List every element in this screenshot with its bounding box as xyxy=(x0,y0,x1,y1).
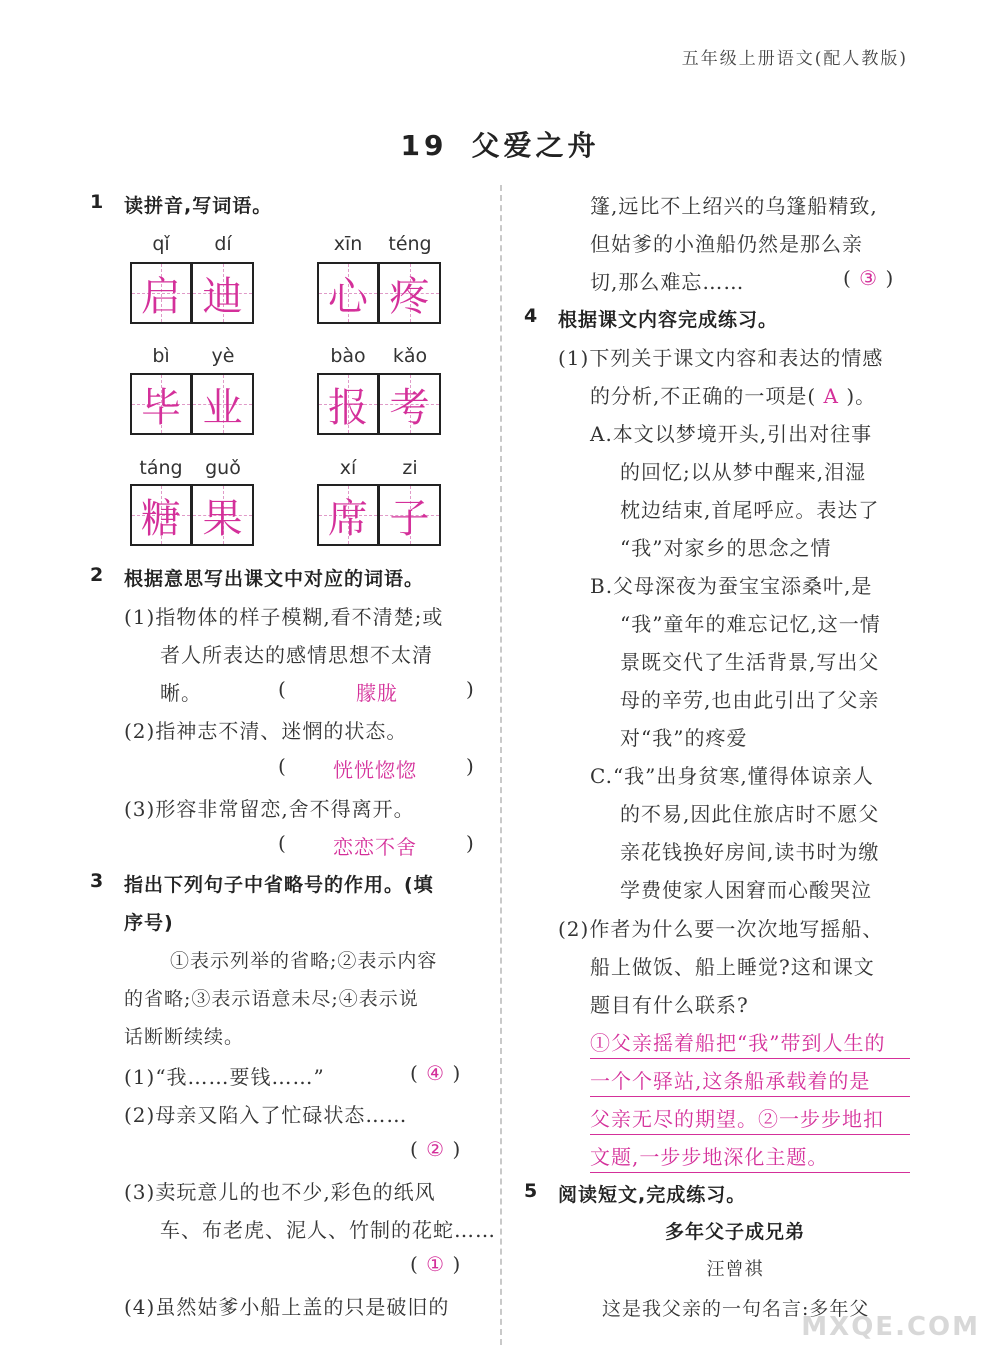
lesson-name: 父爱之舟 xyxy=(471,129,600,162)
q3-options-line1: ①表示列举的省略;②表示内容 xyxy=(170,950,438,972)
q2-item3-answer-row: ( 恋恋不舍 ) xyxy=(278,831,475,859)
q4-sub2-answer-line4: 文题,一步步地深化主题。 xyxy=(590,1141,910,1173)
q4-sub2-answer-line1: ①父亲摇着船把“我”带到人生的 xyxy=(590,1027,910,1059)
book-header: 五年级上册语文(配人教版) xyxy=(681,49,908,69)
q3-item4-text: (4)虽然姑爹小船上盖的只是破旧的 xyxy=(124,1295,450,1319)
tianzige-cell xyxy=(379,373,441,435)
tianzige-cell xyxy=(379,262,441,324)
q4-sub1-answer: A xyxy=(823,384,839,408)
q4-sub2-line2: 船上做饭、船上睡觉?这和课文 xyxy=(590,955,875,979)
pinyin-syllable: téng xyxy=(388,233,432,255)
tianzige-cell xyxy=(192,484,254,546)
tianzige-cell xyxy=(379,484,441,546)
q4-sub2-line3: 题目有什么联系? xyxy=(590,993,749,1017)
q3-item1-answer-row: ( ④ ) xyxy=(410,1061,462,1085)
q4-option-a-line: 枕边结束,首尾呼应。表达了 xyxy=(620,498,880,522)
tianzige-cell xyxy=(317,373,379,435)
q4-option-c-line: 学费使家人困窘而心酸哭泣 xyxy=(620,878,872,902)
pinyin-syllable: bì xyxy=(152,345,170,367)
q3-item4-cont1: 篷,远比不上绍兴的乌篷船精致, xyxy=(590,194,878,218)
answer-character: 席 xyxy=(328,495,368,542)
column-divider xyxy=(500,185,502,1345)
answer-character: 疼 xyxy=(389,273,430,320)
q5-number: 5 xyxy=(524,1180,538,1202)
answer-character: 子 xyxy=(389,495,430,542)
answer-character: 毕 xyxy=(141,384,181,431)
pinyin-syllable: qǐ xyxy=(152,233,170,255)
q5-title: 阅读短文,完成练习。 xyxy=(558,1184,747,1206)
q4-sub1-line1: (1)下列关于课文内容和表达的情感 xyxy=(558,346,884,370)
tianzige-cell xyxy=(130,484,192,546)
q3-item3-text2: 车、布老虎、泥人、竹制的花蛇…… xyxy=(160,1218,496,1242)
q3-item3-answer-row: ( ① ) xyxy=(410,1252,462,1276)
q4-option-a-line: A.本文以梦境开头,引出对往事 xyxy=(590,422,873,446)
tianzige-cell xyxy=(130,262,192,324)
q2-item1-line3: 晰。 xyxy=(160,681,202,705)
pinyin-syllable: guǒ xyxy=(205,457,241,479)
q3-title-line1: 指出下列句子中省略号的作用。(填 xyxy=(124,874,434,896)
q3-item2-answer-row: ( ② ) xyxy=(410,1137,462,1161)
tianzige-cell xyxy=(317,262,379,324)
answer-character: 考 xyxy=(389,384,430,431)
q2-item3-answer: 恋恋不舍 xyxy=(333,835,417,859)
q4-option-a-line: “我”对家乡的思念之情 xyxy=(620,536,832,560)
pinyin-syllable: dí xyxy=(214,233,232,255)
q3-item4-cont2: 但姑爹的小渔船仍然是那么亲 xyxy=(590,232,863,256)
q2-item2-answer: 恍恍惚惚 xyxy=(333,758,417,782)
q3-title-line2: 序号) xyxy=(124,912,174,934)
pinyin-syllable: bào xyxy=(330,345,366,367)
answer-character: 业 xyxy=(202,384,243,431)
q3-item4-answer: ③ xyxy=(859,266,879,290)
q3-options-line3: 话断断续续。 xyxy=(124,1026,245,1048)
q4-option-b-line: 对“我”的疼爱 xyxy=(620,726,748,750)
pinyin-syllable: yè xyxy=(211,345,235,367)
q3-item3-text: (3)卖玩意儿的也不少,彩色的纸风 xyxy=(124,1180,436,1204)
q2-item2-line1: (2)指神志不清、迷惘的状态。 xyxy=(124,719,408,743)
lesson-title xyxy=(0,124,1000,164)
q4-sub1-line2: 的分析,不正确的一项是( A )。 xyxy=(590,384,877,408)
answer-character: 报 xyxy=(328,384,368,431)
q3-item2-text: (2)母亲又陷入了忙碌状态…… xyxy=(124,1103,408,1127)
pinyin-syllable: xí xyxy=(339,457,357,479)
q2-item3-line1: (3)形容非常留恋,舍不得离开。 xyxy=(124,797,415,821)
site-watermark: MXQE.COM xyxy=(801,1312,980,1342)
answer-character: 心 xyxy=(328,273,368,320)
q4-option-a-line: 的回忆;以从梦中醒来,泪湿 xyxy=(620,460,867,484)
q2-item1-answer: 朦胧 xyxy=(356,681,398,705)
q2-item1-line2: 者人所表达的感情思想不太清 xyxy=(160,643,433,667)
q1-title: 读拼音,写词语。 xyxy=(124,195,273,217)
tianzige-cell xyxy=(192,373,254,435)
q4-number: 4 xyxy=(524,305,538,327)
lesson-number: 19 xyxy=(400,129,448,162)
passage-first-line: 这是我父亲的一句名言:多年父 xyxy=(602,1298,870,1320)
answer-character: 糖 xyxy=(141,495,181,542)
q2-number: 2 xyxy=(90,564,104,586)
q3-item1-text: (1)“我……要钱……” xyxy=(124,1065,325,1089)
q2-item2-answer-row: ( 恍恍惚惚 ) xyxy=(278,754,475,782)
q4-option-b-line: “我”童年的难忘记忆,这一情 xyxy=(620,612,881,636)
q2-item1-answer-row: ( 朦胧 ) xyxy=(278,677,475,705)
tianzige-cell xyxy=(192,262,254,324)
q4-option-c-line: 亲花钱换好房间,读书时为缴 xyxy=(620,840,880,864)
answer-character: 迪 xyxy=(202,273,243,320)
pinyin-syllable: zi xyxy=(402,457,418,479)
q4-option-c-line: C.“我”出身贫寒,懂得体谅亲人 xyxy=(590,764,874,788)
q3-item4-answer-row: ( ③ ) xyxy=(843,266,895,290)
q3-item1-answer: ④ xyxy=(426,1061,446,1085)
pinyin-syllable: kǎo xyxy=(392,345,428,367)
passage-author: 汪曾祺 xyxy=(706,1259,764,1280)
q3-number: 3 xyxy=(90,870,104,892)
answer-character: 启 xyxy=(141,273,181,320)
tianzige-cell xyxy=(130,373,192,435)
pinyin-syllable: táng xyxy=(139,457,183,479)
q1-number: 1 xyxy=(90,191,104,213)
q2-item1-line1: (1)指物体的样子模糊,看不清楚;或 xyxy=(124,605,444,629)
q4-option-b-line: 景既交代了生活背景,写出父 xyxy=(620,650,880,674)
q3-item2-answer: ② xyxy=(426,1137,446,1161)
q4-sub2-answer-line3: 父亲无尽的期望。②一步步地扣 xyxy=(590,1103,910,1135)
q3-options-line2: 的省略;③表示语意未尽;④表示说 xyxy=(124,988,419,1010)
q2-title: 根据意思写出课文中对应的词语。 xyxy=(124,568,425,590)
q3-item4-cont3: 切,那么难忘…… xyxy=(590,270,745,294)
q3-item3-answer: ① xyxy=(426,1252,446,1276)
passage-title: 多年父子成兄弟 xyxy=(664,1221,805,1243)
q4-sub2-line1: (2)作者为什么要一次次地写摇船、 xyxy=(558,917,884,941)
q4-title: 根据课文内容完成练习。 xyxy=(558,309,779,331)
pinyin-syllable: xīn xyxy=(333,233,363,255)
q4-sub2-answer-line2: 一个个驿站,这条船承载着的是 xyxy=(590,1065,910,1097)
answer-character: 果 xyxy=(202,495,243,542)
tianzige-cell xyxy=(317,484,379,546)
q4-option-b-line: B.父母深夜为蚕宝宝添桑叶,是 xyxy=(590,574,873,598)
q4-option-c-line: 的不易,因此住旅店时不愿父 xyxy=(620,802,880,826)
q4-option-b-line: 母的辛劳,也由此引出了父亲 xyxy=(620,688,880,712)
